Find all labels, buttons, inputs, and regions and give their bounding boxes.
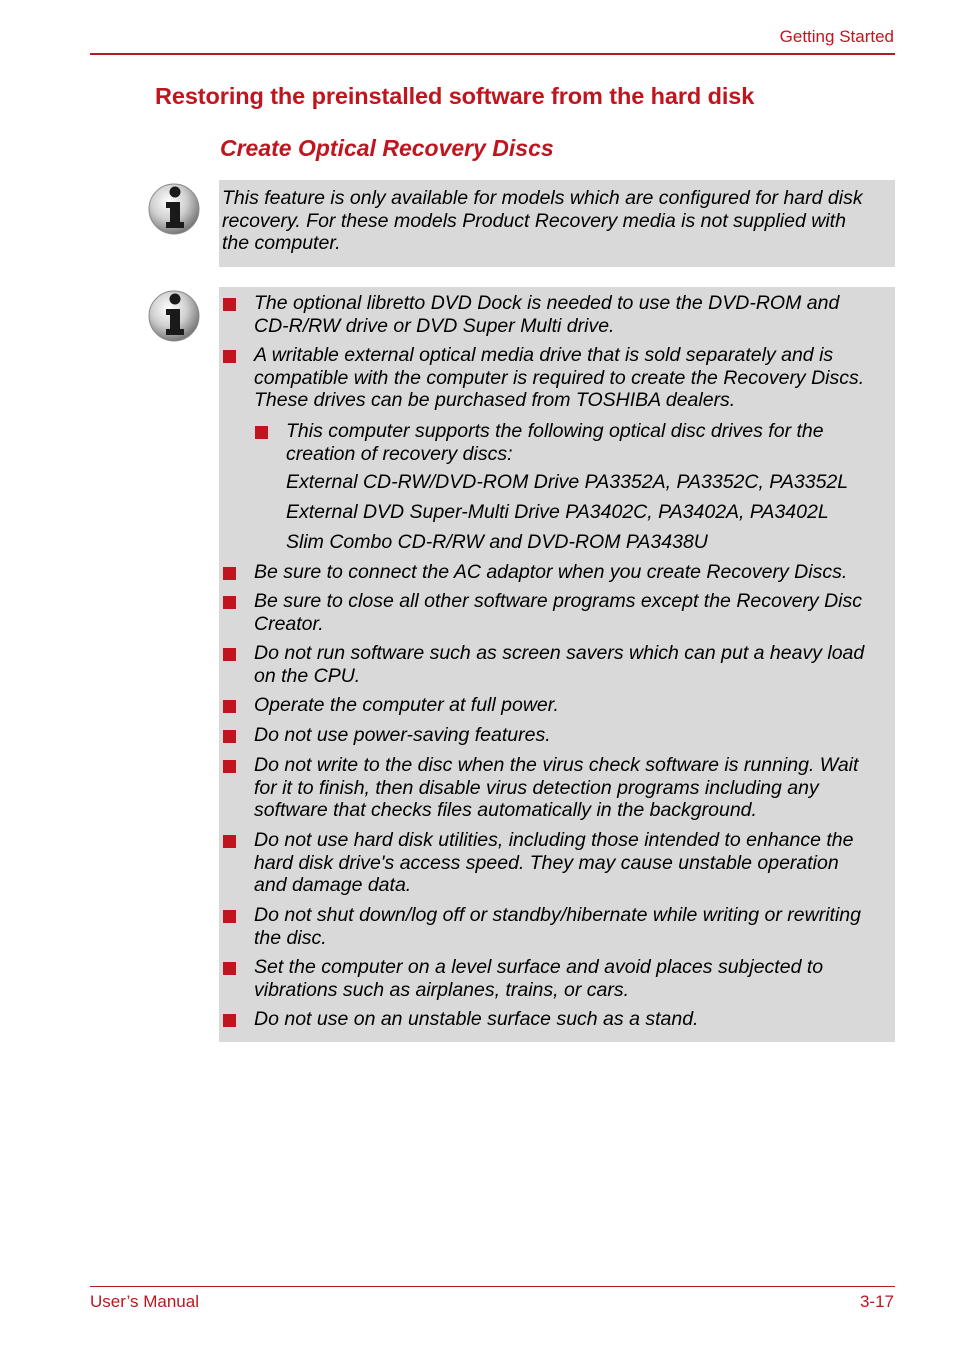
list-line: creation of recovery discs: — [286, 442, 513, 465]
list-item-text — [254, 1008, 894, 1031]
note-line: This feature is only available for models which are configured for hard disk — [222, 187, 863, 209]
note-line: the computer. — [222, 232, 341, 254]
list-item-text — [254, 754, 894, 822]
list-line: Do not use on an unstable surface such as a stand. — [254, 1008, 699, 1030]
list-line: the disc. — [254, 926, 327, 949]
note-line: recovery. For these models Product Recovery media is not supplied with — [222, 209, 846, 232]
list-line: A writable external optical media drive that is sold separately and is — [254, 344, 834, 366]
list-line: Do not write to the disc when the virus check software is running. Wait — [254, 754, 859, 776]
list-line: for it to finish, then disable virus detection programs including any — [254, 776, 819, 799]
bullet-icon — [223, 962, 236, 975]
list-line: Do not run software such as screen savers which can put a heavy load — [254, 642, 865, 664]
list-line: Set the computer on a level surface and avoid places subjected to — [254, 956, 824, 978]
bullet-icon — [223, 760, 236, 773]
bullet-icon — [223, 730, 236, 743]
section-title: Restoring the preinstalled software from the hard disk — [155, 83, 755, 109]
info-icon — [146, 180, 202, 236]
header-rule — [90, 53, 895, 55]
list-item-text — [254, 561, 894, 584]
bullet-icon — [223, 596, 236, 609]
list-line: CD-R/RW drive or DVD Super Multi drive. — [254, 314, 615, 337]
footer-title: User’s Manual — [90, 1292, 199, 1311]
subsection-title: Create Optical Recovery Discs — [220, 135, 554, 161]
bullet-icon — [223, 835, 236, 848]
list-line: software that checks files automatically in the background. — [254, 799, 757, 821]
list-item-text — [254, 642, 894, 687]
list-line: Creator. — [254, 612, 324, 635]
list-line: This computer supports the following optical disc drives for the — [286, 420, 824, 442]
note-box — [219, 180, 895, 267]
footer-rule — [90, 1286, 895, 1287]
list-line: Do not use hard disk utilities, including those intended to enhance the — [254, 829, 854, 851]
bullet-icon — [223, 567, 236, 580]
bullet-icon — [223, 648, 236, 661]
info-icon — [146, 287, 202, 343]
list-item-text — [254, 904, 894, 949]
list-line: on the CPU. — [254, 664, 361, 687]
list-item-text — [286, 420, 894, 465]
list-line: Be sure to close all other software programs except the Recovery Disc — [254, 590, 863, 612]
list-line: Do not use power-saving features. — [254, 724, 551, 746]
bullet-icon — [255, 426, 268, 439]
running-header: Getting Started — [779, 27, 894, 46]
list-line: Operate the computer at full power. — [254, 694, 559, 716]
list-line: Be sure to connect the AC adaptor when you create Recovery Discs. — [254, 561, 848, 583]
bullet-icon — [223, 350, 236, 363]
list-line: These drives can be purchased from TOSHIBA dealers. — [254, 389, 736, 411]
list-item-text — [254, 590, 894, 635]
list-item-text — [254, 956, 894, 1001]
bullet-icon — [223, 298, 236, 311]
list-line: and damage data. — [254, 874, 412, 896]
list-line: External CD-RW/DVD-ROM Drive PA3352A, PA3352C, PA3352L — [286, 471, 849, 493]
list-item-text — [286, 531, 894, 554]
list-item-text — [254, 829, 894, 897]
list-item-text — [254, 724, 894, 747]
list-line: Slim Combo CD-R/RW and DVD-ROM PA3438U — [286, 531, 708, 553]
list-line: External DVD Super-Multi Drive PA3402C, PA3402A, PA3402L — [286, 501, 829, 523]
list-item-text — [286, 501, 894, 524]
list-item-text — [254, 292, 894, 337]
list-line: compatible with the computer is required to create the Recovery Discs. — [254, 366, 865, 389]
list-line: Do not shut down/log off or standby/hibernate while writing or rewriting — [254, 904, 861, 926]
note-box — [219, 287, 895, 1042]
list-line: vibrations such as airplanes, trains, or cars. — [254, 978, 629, 1001]
bullet-icon — [223, 700, 236, 713]
bullet-icon — [223, 910, 236, 923]
page-number: 3-17 — [859, 1292, 894, 1311]
list-item-text — [254, 344, 894, 412]
note-text — [222, 187, 894, 255]
list-item-text — [254, 694, 894, 717]
bullet-icon — [223, 1014, 236, 1027]
list-line: hard disk drive's access speed. They may cause unstable operation — [254, 851, 839, 874]
list-item-text — [286, 471, 894, 494]
list-line: The optional libretto DVD Dock is needed to use the DVD-ROM and — [254, 292, 840, 314]
